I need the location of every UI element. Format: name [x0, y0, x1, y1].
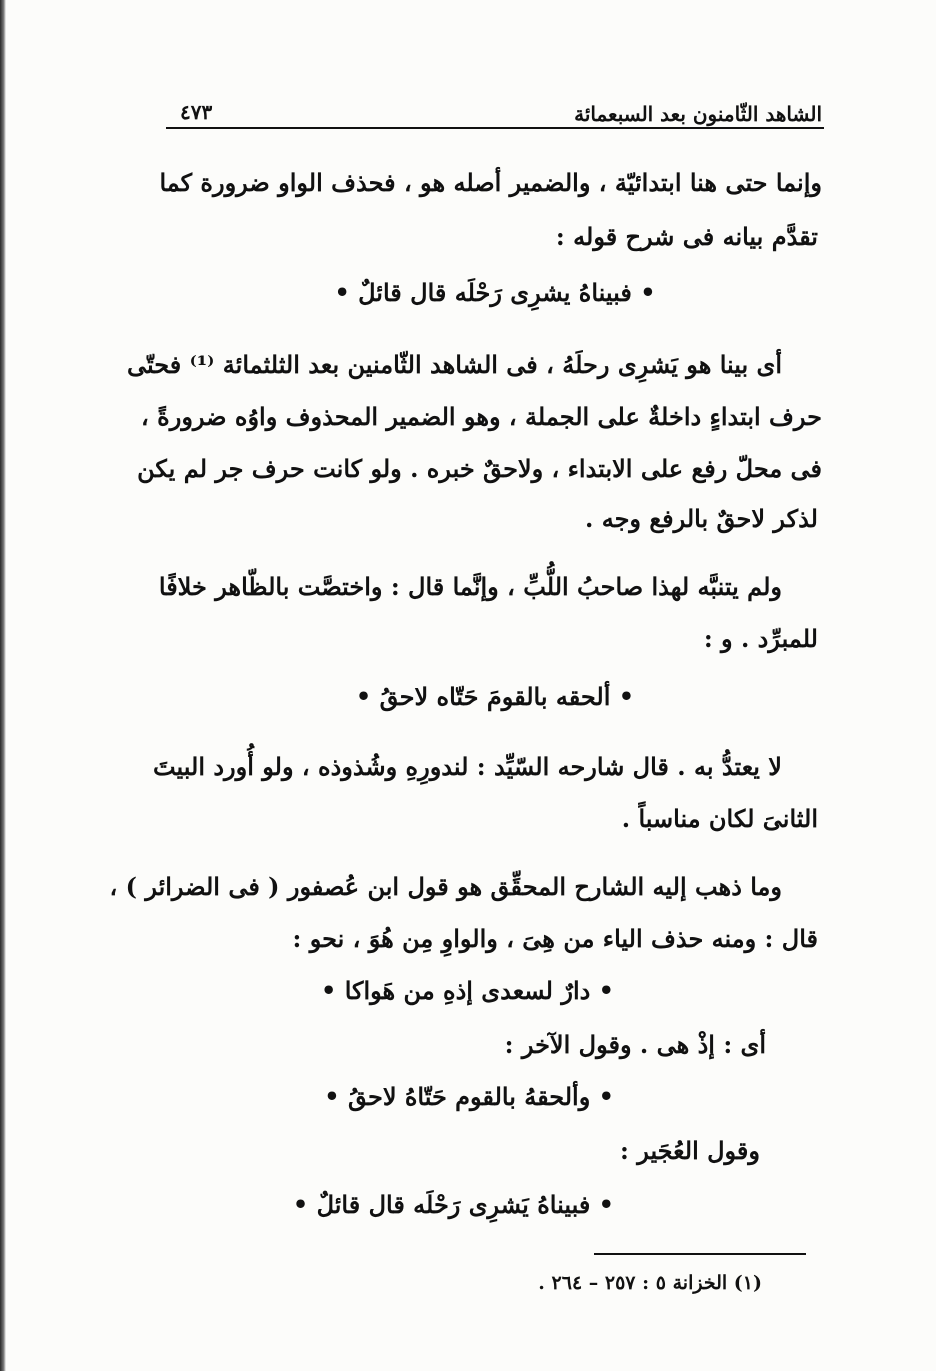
running-header — [166, 96, 824, 130]
verse-line: • فبيناهُ يَشرِى رَحْلَه قال قائلٌ • — [292, 1190, 614, 1219]
verse-line: • دارٌ لسعدى إذهِ من هَواكا • — [321, 976, 614, 1005]
body-line: وإنما حتى هنا ابتدائيّة ، والضمير أصله هو ، فحذف الواو ضرورة كما — [159, 168, 822, 197]
body-line: فى محلّ رفع على الابتداء ، ولاحقٌ خبره . ولو كانت حرف جر لم يكن — [137, 454, 822, 483]
body-line: وما ذهب إليه الشارح المحقِّق هو قول ابن عُصفور ( فى الضرائر ) ، — [109, 872, 782, 901]
body-line: لا يعتدُّ به . قال شارحه السّيِّد : لندورِهِ وشُذوذه ، ولو أُورد البيتَ — [152, 752, 782, 781]
footnote: (١) الخزانة ٥ : ٢٥٧ – ٢٦٤ . — [538, 1272, 762, 1294]
body-line: أى بينا هو يَشرِى رحلَهُ ، فى الشاهد الثّامنين بعد الثلثمائة ⁽¹⁾ فحتّى — [127, 350, 782, 379]
page-edge-shadow — [0, 0, 6, 1371]
verse-line: • وألحقهُ بالقوم حَتّاهُ لاحقُ • — [324, 1082, 614, 1111]
verse-line: • ألحقه بالقومَ حَتّاه لاحقُ • — [355, 682, 635, 711]
body-line: للمبرِّد . و : — [703, 624, 818, 653]
body-line: وقول العُجَير : — [619, 1136, 760, 1165]
body-line: حرف ابتداءٍ داخلةٌ على الجملة ، وهو الضمير المحذوف واوُه ضرورةً ، — [141, 402, 822, 431]
body-line: قال : ومنه حذف الياء من هِىَ ، والواوِ مِن هُوَ ، نحو : — [292, 924, 818, 953]
body-line: أى : إذْ هى . وقول الآخر : — [504, 1030, 766, 1059]
body-line: الثانىَ لكان مناسباً . — [621, 804, 818, 833]
footnote-rule — [594, 1253, 806, 1255]
running-title: الشاهد الثّامنون بعد السبعمائة — [574, 102, 822, 126]
body-line: ولم يتنبَّه لهذا صاحبُ اللُّبِّ ، وإنَّما قال : واختصَّت بالظّاهر خلافًا — [158, 572, 782, 601]
header-rule — [166, 127, 824, 129]
body-line: تقدَّم بيانه فى شرح قوله : — [555, 222, 818, 251]
verse-line: • فبيناهُ يشرِى رَحْلَه قال قائلٌ • — [334, 278, 656, 307]
page-number: ٤٧٣ — [180, 100, 213, 124]
body-line: لذكر لاحقٌ بالرفع وجه . — [585, 504, 818, 533]
